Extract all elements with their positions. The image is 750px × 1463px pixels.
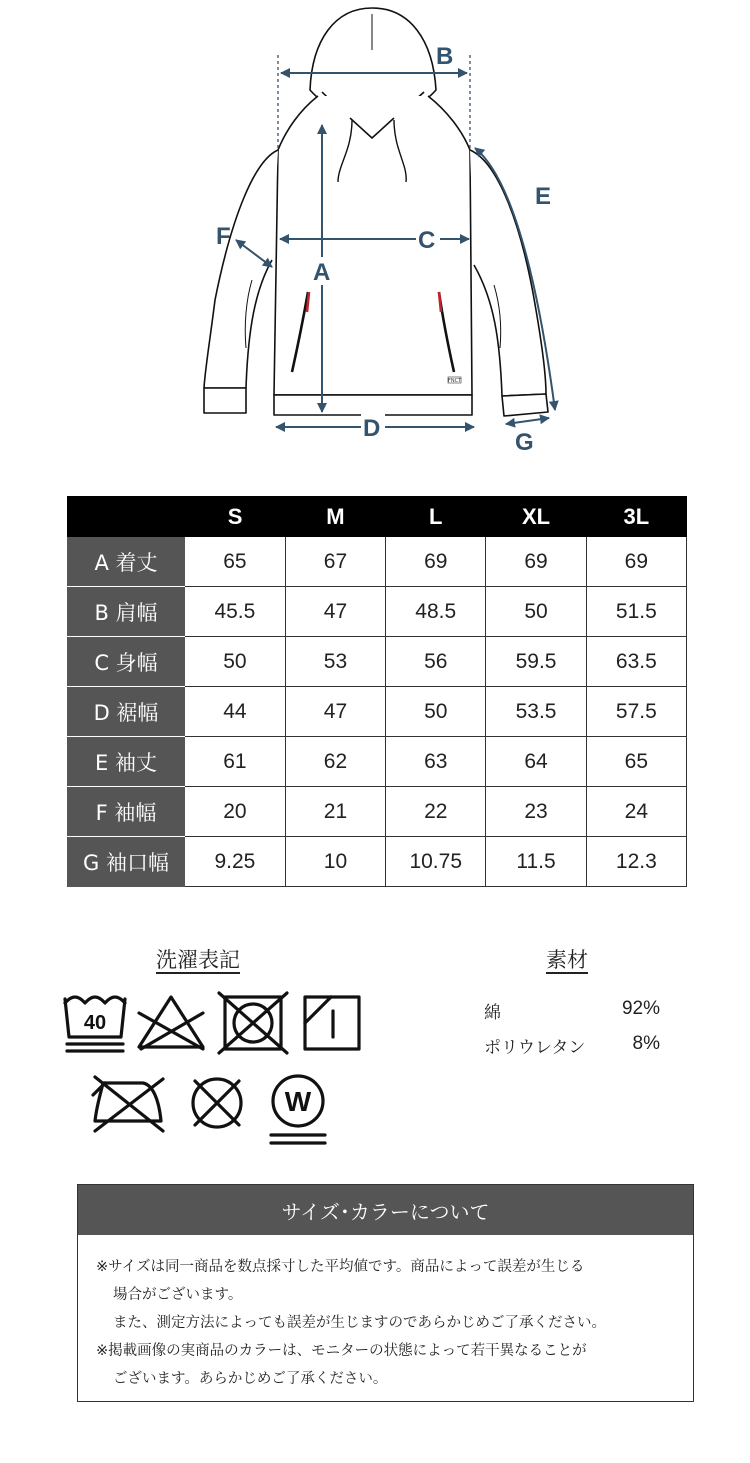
size-color-notice xyxy=(77,1184,694,1402)
label-c: C xyxy=(418,227,436,254)
table-cell: 53 xyxy=(285,637,385,687)
table-row xyxy=(67,687,687,737)
material-percent: 92% xyxy=(621,998,660,1019)
table-cell: 53.5 xyxy=(486,687,586,737)
table-cell: 69 xyxy=(386,537,486,587)
table-cell: 48.5 xyxy=(386,587,486,637)
table-cell: 57.5 xyxy=(586,687,686,737)
table-cell: 9.25 xyxy=(185,837,285,887)
wet-clean-letter: W xyxy=(284,1086,312,1117)
row-label: C 身幅 xyxy=(67,637,185,687)
header-corner xyxy=(67,496,185,537)
header-size: XL xyxy=(486,496,586,537)
no-iron-icon xyxy=(93,1077,163,1131)
table-row xyxy=(67,737,687,787)
row-label: E 袖丈 xyxy=(67,737,185,787)
notice-line: ※サイズは同一商品を数点採寸した平均値です。商品によって誤差が生じる xyxy=(96,1259,585,1275)
table-cell: 50 xyxy=(386,687,486,737)
size-header-row xyxy=(67,496,687,537)
table-cell: 10 xyxy=(285,837,385,887)
table-cell: 22 xyxy=(386,787,486,837)
material-title: 素材 xyxy=(546,948,588,972)
header-size: S xyxy=(185,496,285,537)
table-cell: 21 xyxy=(285,787,385,837)
label-e: E xyxy=(535,183,552,210)
no-dry-clean-icon xyxy=(193,1079,241,1127)
label-d: D xyxy=(363,415,381,442)
table-row xyxy=(67,637,687,687)
table-cell: 20 xyxy=(185,787,285,837)
table-cell: 51.5 xyxy=(586,587,686,637)
row-label: F 袖幅 xyxy=(67,787,185,837)
table-cell: 65 xyxy=(185,537,285,587)
arrow-g xyxy=(506,418,549,424)
table-cell: 50 xyxy=(185,637,285,687)
care-icons xyxy=(55,985,375,1155)
table-cell: 12.3 xyxy=(586,837,686,887)
row-label: D 裾幅 xyxy=(67,687,185,737)
material-name: 綿 xyxy=(484,1003,501,1023)
table-cell: 47 xyxy=(285,587,385,637)
notice-line: また、測定方法によっても誤差が生じますのであらかじめご了承ください。 xyxy=(113,1315,606,1331)
label-f: F xyxy=(216,223,231,250)
table-row xyxy=(67,537,687,587)
table-cell: 65 xyxy=(586,737,686,787)
care-title: 洗濯表記 xyxy=(156,948,240,972)
table-cell: 11.5 xyxy=(486,837,586,887)
header-size: L xyxy=(386,496,486,537)
notice-line: 場合がございます。 xyxy=(113,1287,243,1303)
no-tumble-dry-icon xyxy=(219,993,287,1053)
brand-tag-text: FNCT xyxy=(448,378,462,384)
table-cell: 69 xyxy=(486,537,586,587)
notice-line: ございます。あらかじめご了承ください。 xyxy=(113,1371,388,1387)
hoodie-outline xyxy=(204,8,548,416)
label-g: G xyxy=(515,429,534,456)
material-item xyxy=(484,998,660,1022)
row-label: B 肩幅 xyxy=(67,587,185,637)
table-cell: 24 xyxy=(586,787,686,837)
table-cell: 64 xyxy=(486,737,586,787)
size-table xyxy=(67,496,687,887)
table-cell: 10.75 xyxy=(386,837,486,887)
hoodie-measurement-diagram xyxy=(0,0,750,470)
label-a: A xyxy=(313,259,331,286)
table-cell: 47 xyxy=(285,687,385,737)
table-cell: 63.5 xyxy=(586,637,686,687)
material-percent: 8% xyxy=(632,1033,660,1054)
table-cell: 63 xyxy=(386,737,486,787)
label-b: B xyxy=(436,43,454,70)
row-label: G 袖口幅 xyxy=(67,837,185,887)
header-size: 3L xyxy=(586,496,686,537)
row-label: A 着丈 xyxy=(67,537,185,587)
header-size: M xyxy=(285,496,385,537)
table-cell: 59.5 xyxy=(486,637,586,687)
table-row xyxy=(67,787,687,837)
table-cell: 50 xyxy=(486,587,586,637)
no-bleach-icon xyxy=(139,997,203,1049)
table-row xyxy=(67,837,687,887)
table-cell: 56 xyxy=(386,637,486,687)
table-cell: 62 xyxy=(285,737,385,787)
line-dry-shade-icon xyxy=(305,997,359,1049)
table-cell: 67 xyxy=(285,537,385,587)
notice-body xyxy=(78,1235,693,1393)
notice-line: ※掲載画像の実商品のカラーは、モニターの状態によって若干異なることが xyxy=(96,1343,587,1359)
wash-temp-text: 40 xyxy=(83,1012,107,1034)
table-cell: 45.5 xyxy=(185,587,285,637)
material-item xyxy=(484,1033,660,1057)
table-cell: 44 xyxy=(185,687,285,737)
table-cell: 23 xyxy=(486,787,586,837)
table-cell: 69 xyxy=(586,537,686,587)
notice-title: サイズ･カラーについて xyxy=(78,1185,693,1235)
material-name: ポリウレタン xyxy=(484,1038,586,1058)
table-row xyxy=(67,587,687,637)
table-cell: 61 xyxy=(185,737,285,787)
